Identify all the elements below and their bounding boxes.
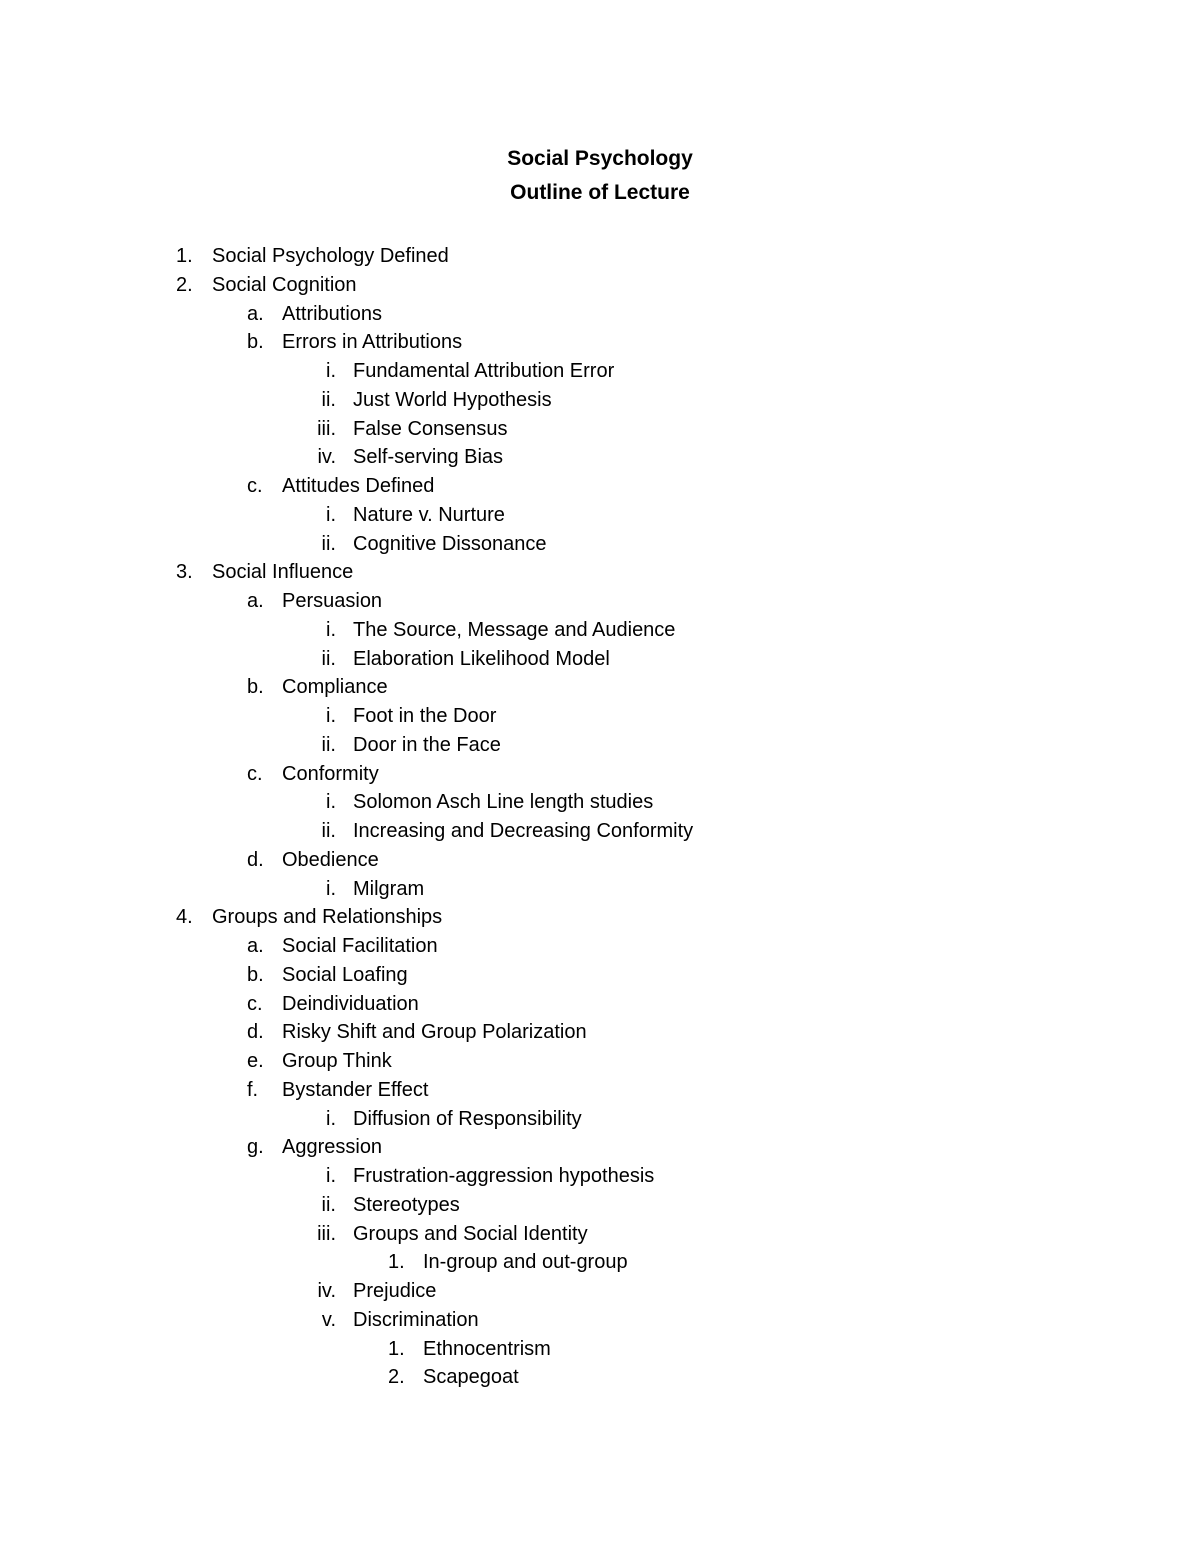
outline-item xyxy=(0,587,1200,616)
outline-item-marker: a. xyxy=(247,935,264,957)
outline-item-text: In-group and out-group xyxy=(423,1251,628,1274)
outline-item xyxy=(0,1162,1200,1191)
outline-item-marker: i. xyxy=(326,877,336,900)
outline-item xyxy=(0,271,1200,300)
outline-item-text: Cognitive Dissonance xyxy=(353,532,547,555)
outline-item-text: Fundamental Attribution Error xyxy=(353,360,615,382)
outline-item-marker: 1. xyxy=(176,245,193,267)
outline-item-marker: iv. xyxy=(317,446,336,469)
outline-item-marker: d. xyxy=(247,848,264,871)
outline-item xyxy=(0,1133,1200,1162)
outline-item-marker: g. xyxy=(247,1136,264,1159)
outline-item-text: Self-serving Bias xyxy=(353,446,504,469)
outline-item-text: Social Cognition xyxy=(212,273,357,296)
outline-item xyxy=(0,530,1200,559)
outline-item-marker: ii. xyxy=(321,820,336,842)
outline-item-marker: i. xyxy=(326,618,336,641)
outline-item-marker: c. xyxy=(247,475,263,497)
outline-item xyxy=(0,875,1200,904)
outline-item-text: Milgram xyxy=(353,877,425,900)
outline-item-text: Social Influence xyxy=(212,561,354,584)
outline-item-marker: f. xyxy=(247,1078,259,1101)
outline-item-text: Ethnocentrism xyxy=(423,1337,551,1360)
outline-item xyxy=(0,731,1200,760)
outline-item xyxy=(0,903,1200,932)
outline-item-text: Conformity xyxy=(282,762,379,785)
outline-item xyxy=(0,1018,1200,1047)
outline-item-text: Bystander Effect xyxy=(282,1078,429,1101)
outline-item-marker: 1. xyxy=(388,1251,405,1274)
outline-item xyxy=(0,702,1200,731)
outline-item-marker: v. xyxy=(321,1308,336,1331)
outline-item-marker: i. xyxy=(326,503,336,526)
outline-item-text: Scapegoat xyxy=(423,1366,519,1389)
outline-item xyxy=(0,616,1200,645)
outline-item-marker: b. xyxy=(247,331,264,354)
outline-item xyxy=(0,645,1200,674)
outline-item-marker: ii. xyxy=(321,733,336,756)
outline-item-marker: iii. xyxy=(317,1222,336,1245)
outline-item xyxy=(0,1191,1200,1220)
outline-item xyxy=(0,788,1200,817)
outline-item xyxy=(0,1277,1200,1306)
outline-item-marker: a. xyxy=(247,590,264,612)
outline-item-marker: 2. xyxy=(176,273,193,296)
outline-item-text: False Consensus xyxy=(353,417,508,440)
outline-item-text: Discrimination xyxy=(353,1308,479,1331)
outline-item-text: The Source, Message and Audience xyxy=(353,618,676,641)
outline-item-marker: i. xyxy=(326,1107,336,1130)
outline-item-text: Frustration-aggression hypothesis xyxy=(353,1165,655,1187)
outline-item-marker: b. xyxy=(247,676,264,699)
outline-item-marker: 4. xyxy=(176,906,193,929)
outline-item-text: Attitudes Defined xyxy=(282,475,435,497)
outline-item xyxy=(0,846,1200,875)
document-subtitle: Outline of Lecture xyxy=(510,181,690,204)
outline-item-text: Nature v. Nurture xyxy=(353,503,505,526)
outline-item xyxy=(0,1047,1200,1076)
outline-item-text: Solomon Asch Line length studies xyxy=(353,791,654,814)
outline-item-text: Just World Hypothesis xyxy=(353,388,552,411)
outline-item xyxy=(0,357,1200,386)
outline-item xyxy=(0,501,1200,530)
outline-item-text: Stereotypes xyxy=(353,1193,460,1216)
outline-item-marker: 2. xyxy=(388,1366,405,1389)
outline-item-marker: iii. xyxy=(317,417,336,440)
outline-item xyxy=(0,386,1200,415)
outline-item-marker: a. xyxy=(247,302,264,325)
outline-item-marker: c. xyxy=(247,762,263,785)
lecture-outline xyxy=(0,242,1200,1392)
outline-item-text: Foot in the Door xyxy=(353,705,497,727)
document-title: Social Psychology xyxy=(507,147,693,170)
outline-item-text: Attributions xyxy=(282,302,383,325)
outline-item-text: Door in the Face xyxy=(353,733,501,756)
outline-item-marker: ii. xyxy=(321,532,336,555)
outline-item-text: Groups and Social Identity xyxy=(353,1222,588,1245)
outline-item-text: Groups and Relationships xyxy=(212,906,443,929)
outline-item xyxy=(0,1076,1200,1105)
outline-item-marker: e. xyxy=(247,1050,264,1072)
outline-item-marker: ii. xyxy=(321,1193,336,1216)
outline-item xyxy=(0,990,1200,1019)
outline-item xyxy=(0,300,1200,329)
outline-item-text: Social Loafing xyxy=(282,963,408,986)
outline-item-marker: i. xyxy=(326,1165,336,1187)
outline-item xyxy=(0,328,1200,357)
outline-item-marker: d. xyxy=(247,1021,264,1044)
outline-item-text: Increasing and Decreasing Conformity xyxy=(353,820,694,842)
outline-item xyxy=(0,932,1200,961)
outline-item xyxy=(0,1248,1200,1277)
outline-item xyxy=(0,760,1200,789)
outline-item xyxy=(0,242,1200,271)
outline-item xyxy=(0,1306,1200,1335)
outline-item-text: Group Think xyxy=(282,1050,392,1072)
outline-item-text: Persuasion xyxy=(282,590,383,612)
outline-item xyxy=(0,472,1200,501)
outline-item-marker: i. xyxy=(326,705,336,727)
outline-item xyxy=(0,673,1200,702)
outline-item-text: Deindividuation xyxy=(282,992,419,1015)
outline-item-marker: ii. xyxy=(321,647,336,670)
outline-item-text: Obedience xyxy=(282,848,379,871)
outline-item xyxy=(0,1105,1200,1134)
outline-item-text: Social Psychology Defined xyxy=(212,245,449,267)
outline-item-marker: 1. xyxy=(388,1337,405,1360)
outline-item-text: Risky Shift and Group Polarization xyxy=(282,1021,587,1044)
outline-item-text: Elaboration Likelihood Model xyxy=(353,647,610,670)
outline-item-text: Aggression xyxy=(282,1136,383,1159)
outline-item xyxy=(0,961,1200,990)
outline-item-marker: c. xyxy=(247,992,263,1015)
outline-item xyxy=(0,443,1200,472)
outline-item xyxy=(0,817,1200,846)
outline-item xyxy=(0,415,1200,444)
outline-item xyxy=(0,1335,1200,1364)
outline-item-text: Errors in Attributions xyxy=(282,331,463,354)
outline-item xyxy=(0,1363,1200,1392)
outline-item-text: Diffusion of Responsibility xyxy=(353,1107,582,1130)
outline-item-marker: i. xyxy=(326,360,336,382)
outline-item-marker: i. xyxy=(326,791,336,814)
outline-item-text: Compliance xyxy=(282,676,388,699)
outline-item-marker: b. xyxy=(247,963,264,986)
outline-item-marker: 3. xyxy=(176,561,193,584)
outline-item-marker: ii. xyxy=(321,388,336,411)
outline-item-marker: iv. xyxy=(317,1280,336,1302)
outline-item xyxy=(0,1220,1200,1249)
outline-item-text: Prejudice xyxy=(353,1280,437,1302)
outline-item-text: Social Facilitation xyxy=(282,935,438,957)
outline-item xyxy=(0,558,1200,587)
